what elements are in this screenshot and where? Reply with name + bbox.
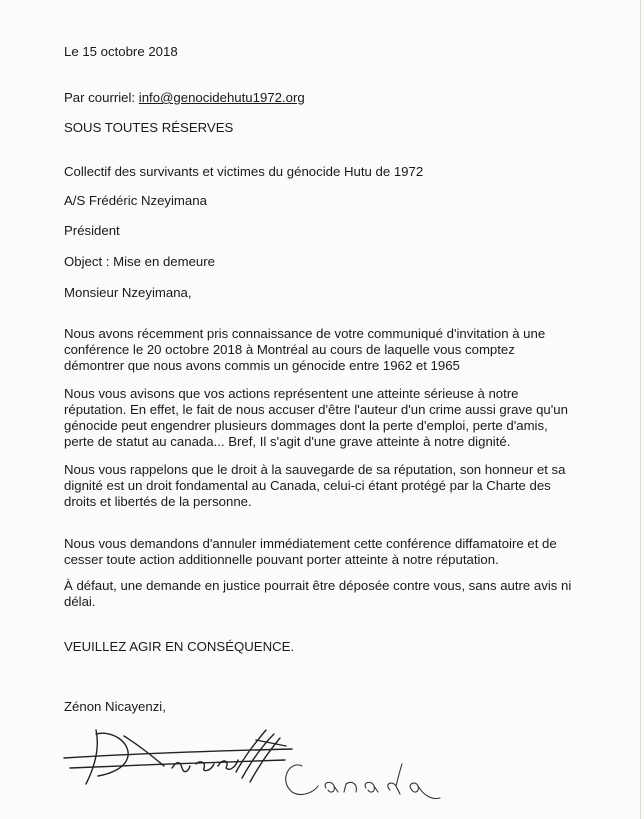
reserve-line: SOUS TOUTES RÉSERVES: [64, 120, 234, 135]
salutation: Monsieur Nzeyimana,: [64, 285, 192, 300]
paragraph-line: délai.: [64, 594, 96, 609]
signature-stroke: [388, 764, 402, 794]
signature-stroke: [325, 782, 338, 792]
paragraph-line: Nous vous demandons d'annuler immédiatement cette conférence diffamatoire et de: [64, 536, 557, 551]
paragraph-line: conférence le 20 octobre 2018 à Montréal au cours de laquelle vous comptez: [64, 342, 515, 357]
handwritten-signature: [60, 720, 460, 819]
via-line: [64, 90, 584, 106]
paragraph-line: À défaut, une demande en justice pourrait être déposée contre vous, sans autre avis ni: [64, 578, 572, 593]
paragraph-line: Nous vous avisons que vos actions représentent une atteinte sérieuse à notre: [64, 386, 519, 401]
paragraph-line: dignité est un droit fondamental au Canada, celui-ci étant protégé par la Charte des: [64, 478, 551, 493]
email-link[interactable]: info@genocidehutu1972.org: [138, 90, 305, 105]
body-paragraph-1: [64, 326, 584, 374]
paragraph-line: Nous avons récemment pris connaissance de votre communiqué d'invitation à une: [64, 326, 546, 341]
paragraph-line: démontrer que nous avons commis un génocide entre 1962 et 1965: [64, 358, 460, 373]
paragraph-line: cesser toute action additionnelle pouvant porter atteinte à notre réputation.: [64, 552, 499, 567]
scan-edge: [640, 0, 641, 819]
signature-stroke: [410, 783, 440, 798]
object-line: Object : Mise en demeure: [64, 254, 215, 269]
signature-stroke: [124, 736, 164, 766]
via-prefix: Par courriel:: [64, 90, 139, 105]
paragraph-line: génocide peut engendrer plusieurs dommages dont la perte d'emploi, perte d'amis,: [64, 418, 548, 433]
paragraph-line: réputation. En effet, le fait de nous accuser d'être l'auteur d'un crime aussi grave qu'un: [64, 402, 568, 417]
closing-line: VEUILLEZ AGIR EN CONSÉQUENCE.: [64, 639, 295, 654]
body-paragraph-4: [64, 536, 584, 568]
body-paragraph-3: [64, 462, 584, 510]
recipient-title: Président: [64, 223, 120, 238]
signatory-name: Zénon Nicayenzi,: [64, 699, 166, 714]
signature-stroke: [256, 740, 286, 746]
recipient-name: A/S Frédéric Nzeyimana: [64, 193, 207, 208]
signature-stroke: [365, 782, 378, 792]
body-paragraph-2: [64, 386, 584, 450]
recipient-org: Collectif des survivants et victimes du génocide Hutu de 1972: [64, 164, 424, 179]
letter-date: Le 15 octobre 2018: [64, 44, 178, 59]
body-paragraph-5: [64, 578, 584, 610]
paragraph-line: droits et libertés de la personne.: [64, 494, 252, 509]
signature-stroke: [286, 765, 318, 795]
paragraph-line: Nous vous rappelons que le droit à la sauvegarde de sa réputation, son honneur et sa: [64, 462, 566, 477]
signature-stroke: [344, 782, 356, 792]
paragraph-line: perte de statut au canada... Bref, Il s'agit d'une grave atteinte à notre dignité.: [64, 434, 511, 449]
